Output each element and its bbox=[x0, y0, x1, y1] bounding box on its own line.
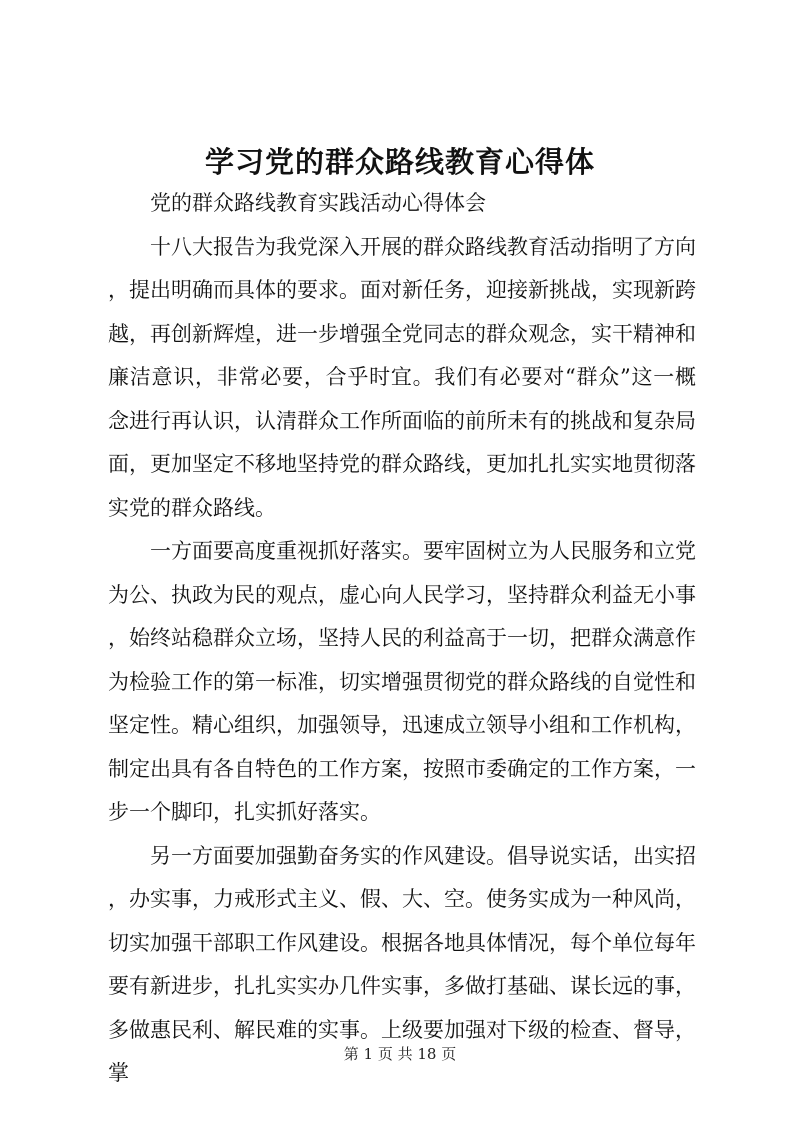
paragraph-2: 一方面要高度重视抓好落实。要牢固树立为人民服务和立党为公、执政为民的观点，虚心向人民学习，坚持群众利益无小事，始终站稳群众立场，坚持人民的利益高于一切，把群众满意作为检验工作的第一标准，切实增强贯彻党的群众路线的自觉性和坚定性。精心组织，加强领导，迅速成立领导小组和工作机构，制定出具有各自特色的工作方案，按照市委确定的工作方案，一步一个脚印，扎实抓好落实。 bbox=[108, 539, 696, 824]
paragraph-1: 十八大报告为我党深入开展的群众路线教育活动指明了方向，提出明确而具体的要求。面对新任务，迎接新挑战，实现新跨越，再创新辉煌，进一步增强全党同志的群众观念，实干精神和廉洁意识，非常必要，合乎时宜。我们有必要对“群众”这一概念进行再认识，认清群众工作所面临的前所未有的挑战和复杂局面，更加坚定不移地坚持党的群众路线，更加扎扎实实地贯彻落实党的群众路线。 bbox=[108, 234, 696, 520]
document-title: 学习党的群众路线教育心得体 bbox=[204, 145, 595, 179]
document-subtitle: 党的群众路线教育实践活动心得体会 bbox=[150, 191, 486, 215]
paragraph-3: 另一方面要加强勤奋务实的作风建设。倡导说实话，出实招，办实事，力戒形式主义、假、大、空。使务实成为一种风尚，切实加强干部职工作风建设。根据各地具体情况，每个单位每年要有新进步，扎扎实实办几件实事，多做打基础、谋长远的事，多做惠民利、解民难的实事。上级要加强对下级的检查、督导，掌 bbox=[108, 843, 696, 1085]
page-number-footer: 第 1 页 共 18 页 bbox=[343, 1045, 457, 1063]
document-body bbox=[108, 182, 696, 1096]
